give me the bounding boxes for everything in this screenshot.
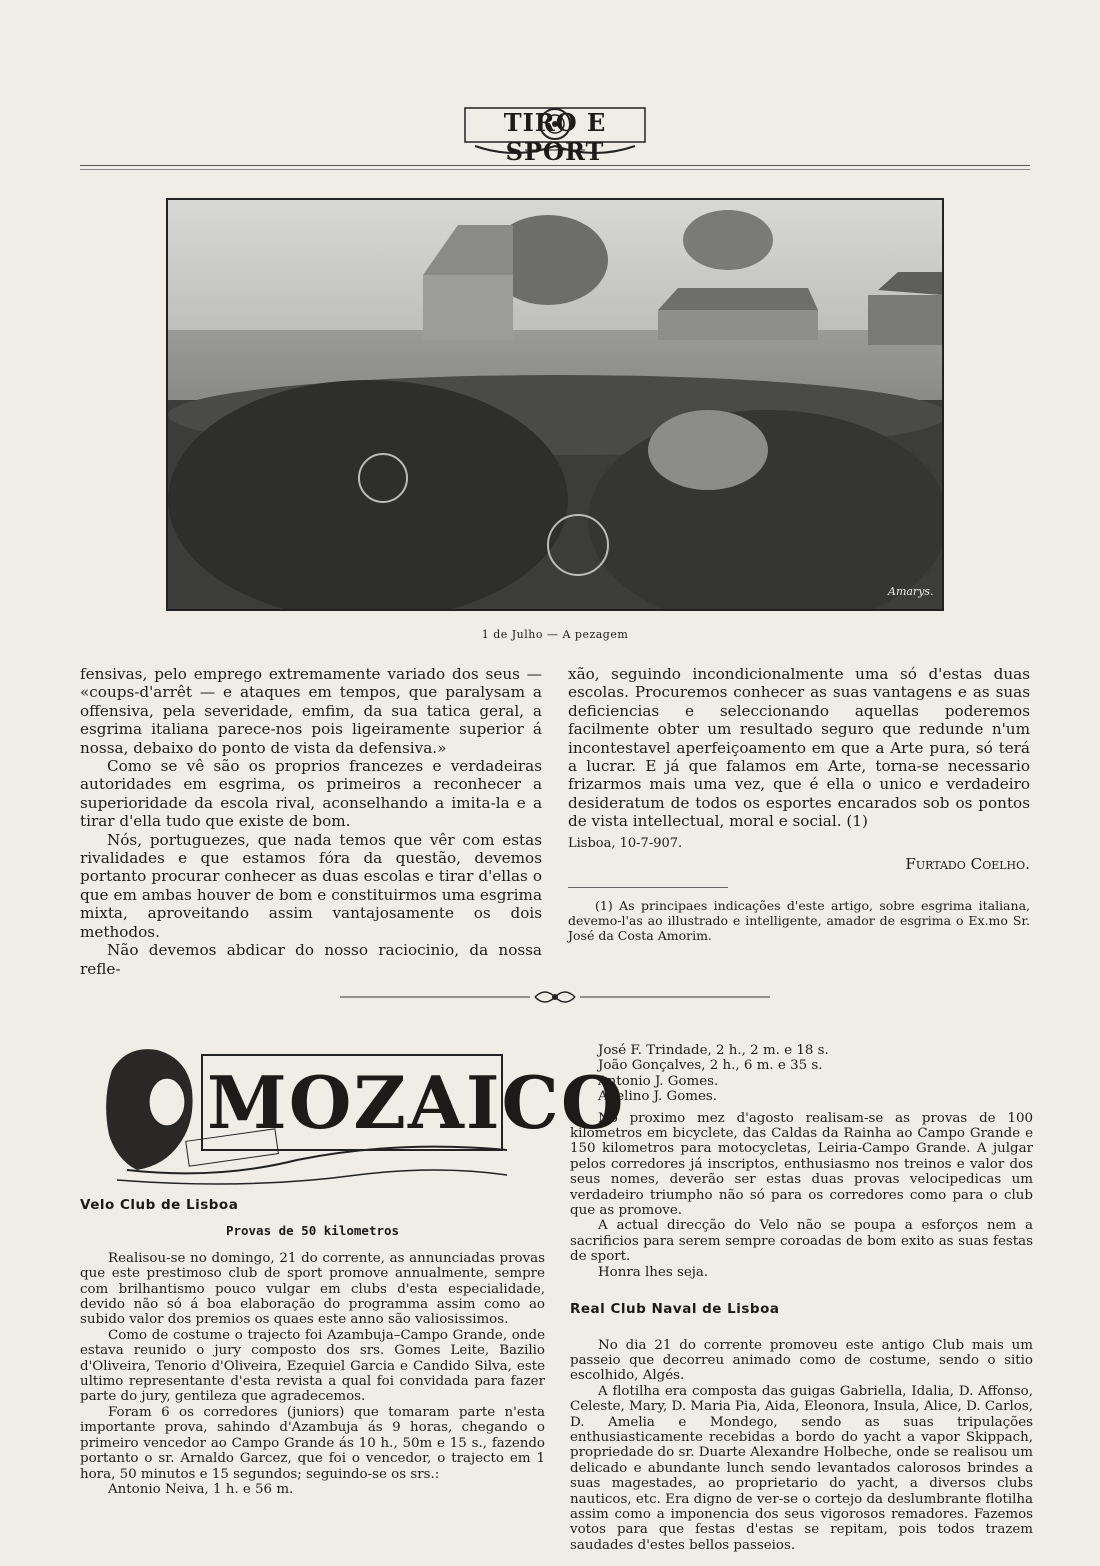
photo-illustration	[168, 200, 942, 609]
divider-ornament	[340, 987, 770, 1007]
header-rule	[80, 165, 1030, 166]
result-line: José F. Trindade, 2 h., 2 m. e 18 s.	[598, 1043, 829, 1058]
header-rule-secondary	[80, 169, 1030, 170]
banner-title: MOZAICO	[207, 1060, 626, 1145]
news-paragraph: Como de costume o trajecto foi Azambuja–Campo Grande, onde estava reunido o jury composto dos srs. Gomes Leite, Bazilio d'Oliveira, Tenorio d'Oliveira, Ezequiel Garcia e Candido Silva, este ultimo representante d'esta revista a qual foi convidada para fazer parte do jury, gentileza que agradecemos.	[80, 1327, 545, 1405]
news-paragraph: A flotilha era composta das guigas Gabriella, Idalia, D. Affonso, Celeste, Mary, D. Maria Pia, Aida, Eleonora, Insula, Alice, D. Carlos, D. Amelia e Mondego, sendo as suas tripulações enthusiasticamente recebidas a bordo do yacht a vapor Skippach, propriedade do sr. Duarte Alexandre Holbeche, onde se realisou um delicado e abundante lunch sendo levantados calorosos brindes a suas magestades, ao proprietario do yacht, a diversos clubs nauticos, etc. Era digno de ver-se o cortejo da deslumbrante flotilha assim como a imponencia dos seus vigorosos remadores. Fazemos votos para que festas d'estas se repitam, pois todos trazem saudades d'estes bellos passeios.	[570, 1383, 1033, 1553]
article-paragraph: xão, seguindo incondicionalmente uma só d'estas duas escolas. Procuremos conhecer as suas vantagens e as suas deficiencias e seleccionando aquellas poderemos facilmente obter um resultado seguro que redunde n'um incontestavel aperfeiçoamento em que a Arte pura, só terá a lucrar. E já que falamos em Arte, torna-se necessario frizarmos mais uma vez, que é ella o unico e verdadeiro desideratum de todos os esportes encarados sob os pontos de vista intellectual, moral e social. (1)	[568, 665, 1030, 831]
news-paragraph: Foram 6 os corredores (juniors) que tomaram parte n'esta importante prova, sahindo d'Azambuja ás 9 horas, chegando o primeiro vencedor ao Campo Grande ás 10 h., 50m e 15 s., fazendo portanto o sr. Arnaldo Garcez, que foi o vencedor, o trajecto em 1 hora, 50 minutos e 15 segundos; seguindo-se os srs.:	[80, 1404, 545, 1482]
news-paragraph: Realisou-se no domingo, 21 do corrente, as annunciadas provas que este prestimoso club de sport promove annualmente, sempre com brilhantismo pouco vulgar em clubs d'esta especialidade, devido não só á boa elaboração do programma assim como ao subido valor dos premios os quaes este anno são valiosissimos.	[80, 1250, 545, 1328]
news-paragraph: No proximo mez d'agosto realisam-se as provas de 100 kilometros em bicyclete, das Caldas da Rainha ao Campo Grande e 150 kilometros para motocycletas, Leiria-Campo Grande. A julgar pelos corredores já inscriptos, enthusiasmo nos treinos e valor dos seus nomes, deverão ser estas duas provas velocipedicas um verdadeiro triumpho não só para os corredores como para o club que as promove.	[570, 1110, 1033, 1219]
news-paragraph: Antonio Neiva, 1 h. e 56 m.	[108, 1481, 294, 1497]
result-line: Adelino J. Gomes.	[598, 1089, 718, 1105]
masthead-logo	[455, 102, 655, 166]
article-left-column	[80, 665, 542, 978]
article-author: Furtado Coelho.	[905, 855, 1030, 874]
news-paragraph: A actual direcção do Velo não se poupa a esforços nem a sacrificios para serem sempre coroadas de bom exito as suas festas de sport.	[570, 1218, 1033, 1265]
crowd-photograph	[166, 198, 944, 611]
article-date: Lisboa, 10-7-907.	[568, 835, 683, 851]
news-paragraph: Honra lhes seja.	[598, 1264, 709, 1280]
news-right-column	[570, 1043, 1033, 1553]
photo-caption: 1 de Julho — A pezagem	[481, 628, 629, 641]
section-subheading: Provas de 50 kilometros	[225, 1223, 400, 1239]
section-divider	[340, 987, 770, 1007]
masthead-title: TIRO E SPORT	[503, 108, 607, 166]
section-heading: Real Club Naval de Lisboa	[570, 1301, 780, 1318]
section-heading: Velo Club de Lisboa	[80, 1197, 239, 1213]
article-paragraph: Como se vê são os proprios francezes e verdadeiras autoridades em esgrima, os primeiros a reconhecer a superioridade da escola rival, aconselhando a imita-la e a tirar d'ella tudo que existe de bom.	[80, 757, 542, 831]
news-paragraph: No dia 21 do corrente promoveu este antigo Club mais um passeio que decorreu animado como de costume, sendo o sitio escolhido, Algés.	[570, 1337, 1033, 1384]
result-line: Antonio J. Gomes.	[598, 1073, 719, 1089]
article-paragraph: fensivas, pelo emprego extremamente variado dos seus — «coups-d'arrêt — e ataques em tempos, que paralysam a offensiva, pela severidade, emfim, da sua tatica geral, a esgrima italiana parece-nos pois ligeiramente superior á nossa, debaixo do ponto de vista da defensiva.»	[80, 665, 542, 757]
article-paragraph: Não devemos abdicar do nosso raciocinio, da nossa refle-	[80, 941, 542, 978]
result-line: João Gonçalves, 2 h., 6 m. e 35 s.	[598, 1058, 823, 1074]
footnote-rule	[568, 887, 728, 888]
news-left-column	[80, 1198, 545, 1497]
mozaico-banner	[97, 1040, 626, 1190]
article-footnote: (1) As principaes indicações d'este artigo, sobre esgrima italiana, devemo-l'as ao illustrado e intelligente, amador de esgrima o Ex.mo Sr. José da Costa Amorim.	[568, 898, 1030, 944]
article-right-column	[568, 665, 1030, 943]
article-paragraph: Nós, portuguezes, que nada temos que vêr com estas rivalidades e que estamos fóra da questão, devemos portanto procurar conhecer as duas escolas e tirar d'ellas o que em ambas houver de bom e constituirmos uma esgrima mixta, aproveitando assim vantajosamente os dois methodos.	[80, 830, 542, 941]
photo-signature: Amarys.	[888, 585, 934, 598]
